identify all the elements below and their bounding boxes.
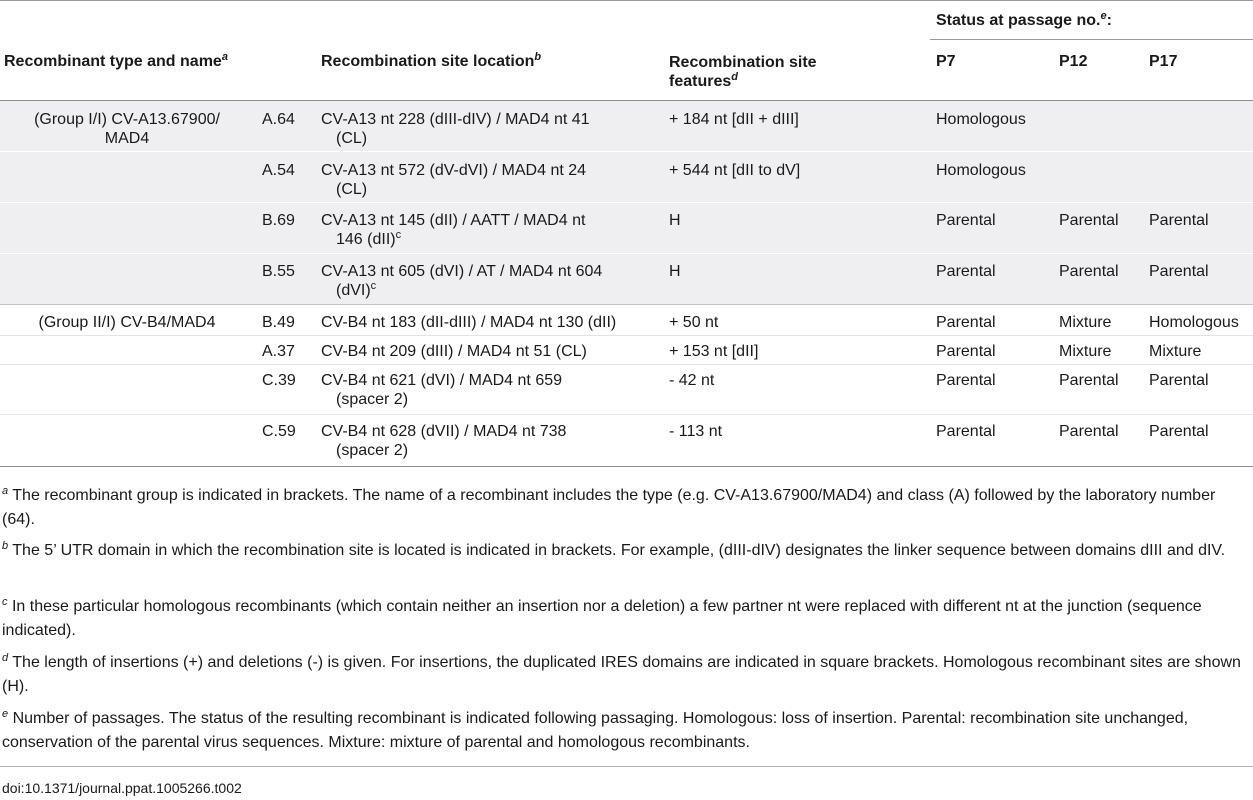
site-features: + 153 nt [dII] bbox=[669, 343, 759, 360]
recombinant-id: A.54 bbox=[262, 162, 295, 179]
site-location: CV-B4 nt 621 (dVI) / MAD4 nt 659 (spacer 2) bbox=[321, 372, 563, 408]
recombinant-id: B.55 bbox=[262, 263, 295, 280]
row-divider bbox=[0, 202, 1253, 203]
header-p12: P12 bbox=[1059, 53, 1088, 70]
status-p12: Parental bbox=[1059, 263, 1119, 280]
recombinant-id: C.39 bbox=[262, 372, 296, 389]
row-divider bbox=[0, 364, 1253, 365]
recombinant-id: B.69 bbox=[262, 212, 295, 229]
footnote-a: $^a$ The recombinant group is indicated in brackets. The name of a recombinant includes the type (e.g. CV-A13.67900/MAD4) and class (A) followed by the laboratory number (64). bbox=[2, 485, 1216, 528]
status-p12: Parental bbox=[1059, 212, 1119, 229]
row-divider bbox=[0, 414, 1253, 415]
header-p17: P17 bbox=[1149, 53, 1178, 70]
site-location: CV-B4 nt 183 (dII-dIII) / MAD4 nt 130 (dII) bbox=[321, 314, 617, 331]
site-features: + 50 nt bbox=[669, 314, 719, 331]
status-p17: Parental bbox=[1149, 423, 1209, 440]
doi-text: doi:10.1371/journal.ppat.1005266.t002 bbox=[2, 780, 242, 796]
status-p7: Parental bbox=[936, 372, 996, 389]
group-name: (Group I/I) CV-A13.67900/ MAD4 bbox=[34, 111, 220, 147]
footnote-c: $^c$ In these particular homologous recombinants (which contain neither an insertion nor a deletion) a few partner nt were replaced with different nt at the junction (sequence indicated). bbox=[2, 596, 1202, 639]
status-p7: Homologous bbox=[936, 111, 1026, 128]
recombinant-id: A.37 bbox=[262, 343, 295, 360]
status-group-header: Status at passage no.$^e$: bbox=[936, 10, 1112, 29]
site-features: - 42 nt bbox=[669, 372, 715, 389]
header-site-location: Recombination site location$^b$ bbox=[321, 51, 542, 70]
header-recombinant-type: Recombinant type and name$^a$ bbox=[4, 51, 228, 70]
footnote-e: $^e$ Number of passages. The status of the resulting recombinant is indicated following passaging. Homologous: loss of insertion. Parental: recombination site unchanged, conservation of the parental virus sequences. Mixture: mixture of parental and homologous recombinants. bbox=[2, 708, 1189, 751]
status-p17: Parental bbox=[1149, 263, 1209, 280]
status-p17: Homologous bbox=[1149, 314, 1239, 331]
site-location: CV-A13 nt 228 (dIII-dIV) / MAD4 nt 41 (CL) bbox=[321, 111, 590, 147]
site-location: CV-B4 nt 628 (dVII) / MAD4 nt 738 (spacer 2) bbox=[321, 423, 567, 459]
status-p12: Mixture bbox=[1059, 314, 1112, 331]
footnote-b: $^b$ The 5’ UTR domain in which the recombination site is located is indicated in brackets. For example, (dIII-dIV) designates the linker sequence between domains dIII and dIV. bbox=[2, 540, 1226, 559]
status-p7: Parental bbox=[936, 212, 996, 229]
site-location: CV-A13 nt 145 (dII) / AATT / MAD4 nt 146 (dII)$^c$ bbox=[321, 212, 586, 248]
status-p7: Homologous bbox=[936, 162, 1026, 179]
status-p17: Parental bbox=[1149, 212, 1209, 229]
status-p17: Mixture bbox=[1149, 343, 1202, 360]
recombinant-id: B.49 bbox=[262, 314, 295, 331]
header-site-features: Recombination site features$^d$ bbox=[669, 54, 817, 90]
status-p7: Parental bbox=[936, 423, 996, 440]
status-p7: Parental bbox=[936, 263, 996, 280]
status-p12: Mixture bbox=[1059, 343, 1112, 360]
site-features: + 544 nt [dII to dV] bbox=[669, 162, 801, 179]
status-group-rule bbox=[930, 39, 1253, 40]
footnote-d: $^d$ The length of insertions (+) and deletions (-) is given. For insertions, the duplicated IRES domains are indicated in square brackets. Homologous recombinant sites are shown (H). bbox=[2, 652, 1241, 695]
doi-rule bbox=[0, 766, 1253, 767]
status-p17: Parental bbox=[1149, 372, 1209, 389]
table-top-rule bbox=[0, 0, 1253, 1]
status-p12: Parental bbox=[1059, 423, 1119, 440]
row-divider bbox=[0, 335, 1253, 336]
site-features: H bbox=[669, 212, 681, 229]
site-features: H bbox=[669, 263, 681, 280]
row-divider bbox=[0, 151, 1253, 152]
site-features: - 113 nt bbox=[669, 423, 723, 440]
site-location: CV-B4 nt 209 (dIII) / MAD4 nt 51 (CL) bbox=[321, 343, 587, 360]
site-location: CV-A13 nt 605 (dVI) / AT / MAD4 nt 604 (dVI)$^c$ bbox=[321, 263, 603, 299]
status-p12: Parental bbox=[1059, 372, 1119, 389]
table-bottom-rule bbox=[0, 466, 1253, 467]
status-p7: Parental bbox=[936, 314, 996, 331]
header-p7: P7 bbox=[936, 53, 956, 70]
recombinant-id: C.59 bbox=[262, 423, 296, 440]
site-location: CV-A13 nt 572 (dV-dVI) / MAD4 nt 24 (CL) bbox=[321, 162, 587, 198]
row-divider bbox=[0, 253, 1253, 254]
status-p7: Parental bbox=[936, 343, 996, 360]
site-features: + 184 nt [dII + dIII] bbox=[669, 111, 799, 128]
recombinant-id: A.64 bbox=[262, 111, 295, 128]
group-name: (Group II/I) CV-B4/MAD4 bbox=[38, 314, 216, 331]
